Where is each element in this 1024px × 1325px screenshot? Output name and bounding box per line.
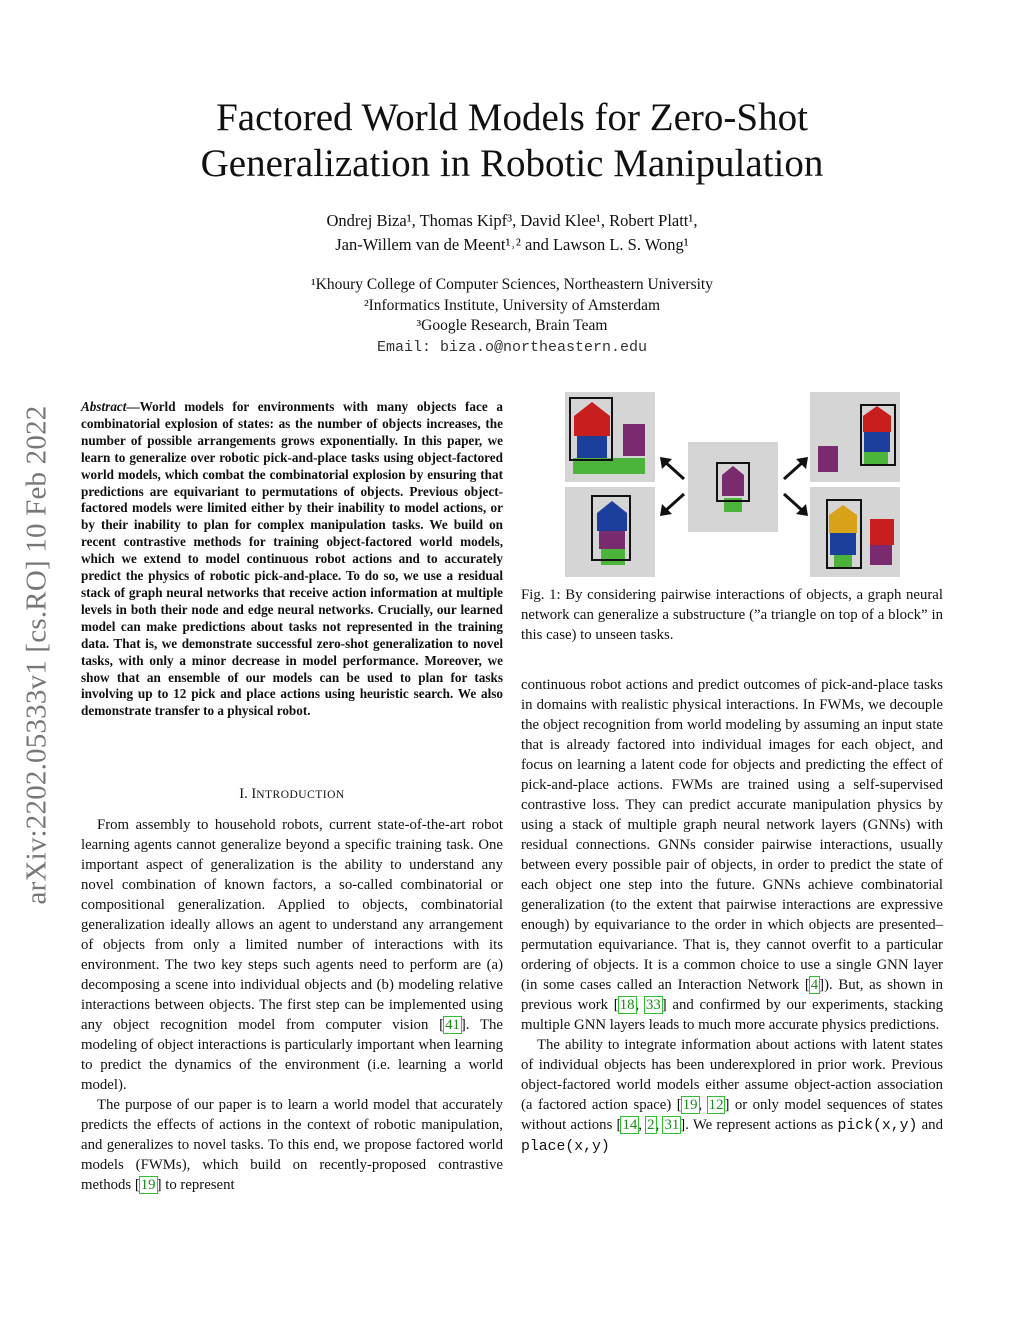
citation-link[interactable]: 4 [810,977,819,993]
code-pick: pick(x,y) [837,1118,918,1134]
affiliation-2: ²Informatics Institute, University of Amsterdam [363,296,661,314]
section-first-letter: I [251,786,257,802]
intro-right-column [521,675,943,1157]
scene-panel-center [688,442,778,532]
title-line-1: Factored World Models for Zero-Shot [216,96,808,139]
highlight-box [860,404,896,466]
section-number: I. [239,786,252,802]
citation-link[interactable]: 19 [682,1097,698,1113]
authors-line-2: Jan-Willem van de Meent¹˒² and Lawson L. S. Wong¹ [335,235,689,254]
highlight-box [591,495,631,561]
code-place: place(x,y) [521,1139,610,1155]
scene-panel-bottom-left [565,487,655,577]
authors-line-1: Ondrej Biza¹, Thomas Kipf³, David Klee¹, Robert Platt¹, [326,211,698,230]
arrow-up-right-icon [780,455,810,485]
citation-link[interactable]: 33 [645,997,661,1013]
arrow-up-left-icon [658,455,688,485]
intro-paragraph-2: The purpose of our paper is to learn a world model that accurately predicts the effects of actions in the context of robotic manipulation, and generalizes to novel tasks. To this end, we propose factored world models (FWMs), which build on recently-proposed contrastive methods [19] to represent [81,1097,503,1193]
arrow-down-right-icon [780,488,810,518]
abstract-text: —World models for environments with many objects face a combinatorial explosion of states: as the number of objects increases, the number of possible arrangements grows exponentially. In this paper, we learn to generalize over robotic pick-and-place tasks using object-factored world models, which combat the combinatorial explosion by ensuring that predictions are equivariant to permutations of objects. Previous object-factored models were limited either by their inability to model actions, or by their inability to plan for complex manipulation tasks. We build on recent contrastive methods for training object-factored world models, which we extend to model continuous robot actions and to accurately predict the physics of robotic pick-and-place. To do so, we use a residual stack of graph neural networks that receive action information at multiple levels in both their node and edge neural networks. Crucially, our learned model can make predictions about tasks not represented in the training data. That is, we demonstrate successful zero-shot generalization to novel tasks, with only a minor decrease in model performance. Moreover, we show that an ensemble of our models can be used to plan for tasks involving up to 12 pick and place actions using heuristic search. We also demonstrate transfer to a physical robot. [81,399,503,719]
paper-title [0,95,1024,187]
title-line-2: Generalization in Robotic Manipulation [200,142,824,185]
purple-block [623,424,645,456]
scene-panel-top-right [810,392,900,482]
purple-block [818,446,838,472]
scene-panel-bottom-right [810,487,900,577]
section-heading-introduction [81,786,503,803]
intro-paragraph-1: From assembly to household robots, current state-of-the-art robot learning agents cannot generalize beyond a specific training task. One important aspect of generalization is the ability to understand any novel combination of known factors, a so-called combinatorial or compositional generalization. Applied to objects, combinatorial generalization ideally allows an agent to understand any arrangement of objects from only a limited number of interactions with its environment. The two key steps such agents need to perform are (a) decomposing a scene into individual objects and (b) modeling relative interactions between objects. The first step can be implemented using any object recognition model from computer vision [41]. The modeling of object interactions is particularly important when learning to predict the dynamics of the environment (i.e. learning a world model). [81,817,503,1093]
citation-link[interactable]: 31 [664,1117,680,1133]
figure-1 [540,385,940,580]
arxiv-sidebar [12,350,62,960]
author-list [0,209,1024,257]
citation-link[interactable]: 41 [445,1017,460,1033]
citation-link[interactable]: 12 [708,1097,724,1113]
citation-link[interactable]: 2 [647,1117,655,1133]
affiliation-1: ¹Khoury College of Computer Sciences, Northeastern University [311,276,713,293]
abstract [81,399,503,720]
citation-link[interactable]: 19 [140,1177,156,1193]
citation-link[interactable]: 18 [619,997,635,1013]
arrow-down-left-icon [658,488,688,518]
section-title-rest: NTRODUCTION [256,789,345,801]
figure-1-caption: Fig. 1: By considering pairwise interactions of objects, a graph neural network can generalize a substructure (”a triangle on top of a block” in this case) to unseen tasks. [521,587,943,643]
highlight-box [569,397,613,461]
right-paragraph-1: continuous robot actions and predict outcomes of pick-and-place tasks in domains with realistic physical interactions. In FWMs, we decouple the object recognition from world modeling by assuming an input state that is already factored into individual images for each object, and focus on learning a latent code for objects and predicting the effect of pick-and-place actions. FWMs are trained using a self-supervised contrastive loss. They can predict accurate manipulation physics by using a stack of multiple graph neural network layers (GNNs) with residual connections. GNNs consider pairwise interactions, usually between every possible pair of objects, in order to predict the state of each object one step into the future. GNNs achieve combinatorial generalization (to the extent that pairwise interactions are expressive enough) by equivariance to the order in which objects are presented–permutation equivariance. That is, they cannot overfit to a particular ordering of objects. It is a common choice to use a single GNN layer (in some cases called an Interaction Network [4]). But, as shown in previous work [18, 33] and confirmed by our experiments, stacking multiple GNN layers leads to much more accurate physics predictions. [521,677,943,1033]
right-paragraph-2: The ability to integrate information about actions with latent states of individual objects has been underexplored in prior work. Previous object-factored world models either assume object-action association (a factored action space) [19, 12] or only model sequences of states without actions [14, 2, 31]. We represent actions as pick(x,y) and place(x,y) [521,1037,943,1155]
affiliations [0,275,1024,337]
abstract-label: Abstract [81,399,127,414]
affiliation-3: ³Google Research, Brain Team [416,317,608,334]
citation-link[interactable]: 14 [622,1117,638,1133]
highlight-box [716,462,750,502]
purple-block [870,545,892,565]
arxiv-identifier: arXiv:2202.05333v1 [cs.RO] 10 Feb 2022 [20,405,53,905]
contact-email: Email: biza.o@northeastern.edu [376,339,648,356]
scene-panel-top-left [565,392,655,482]
red-block [870,519,894,545]
highlight-box [826,499,862,569]
intro-left-column [81,815,503,1195]
